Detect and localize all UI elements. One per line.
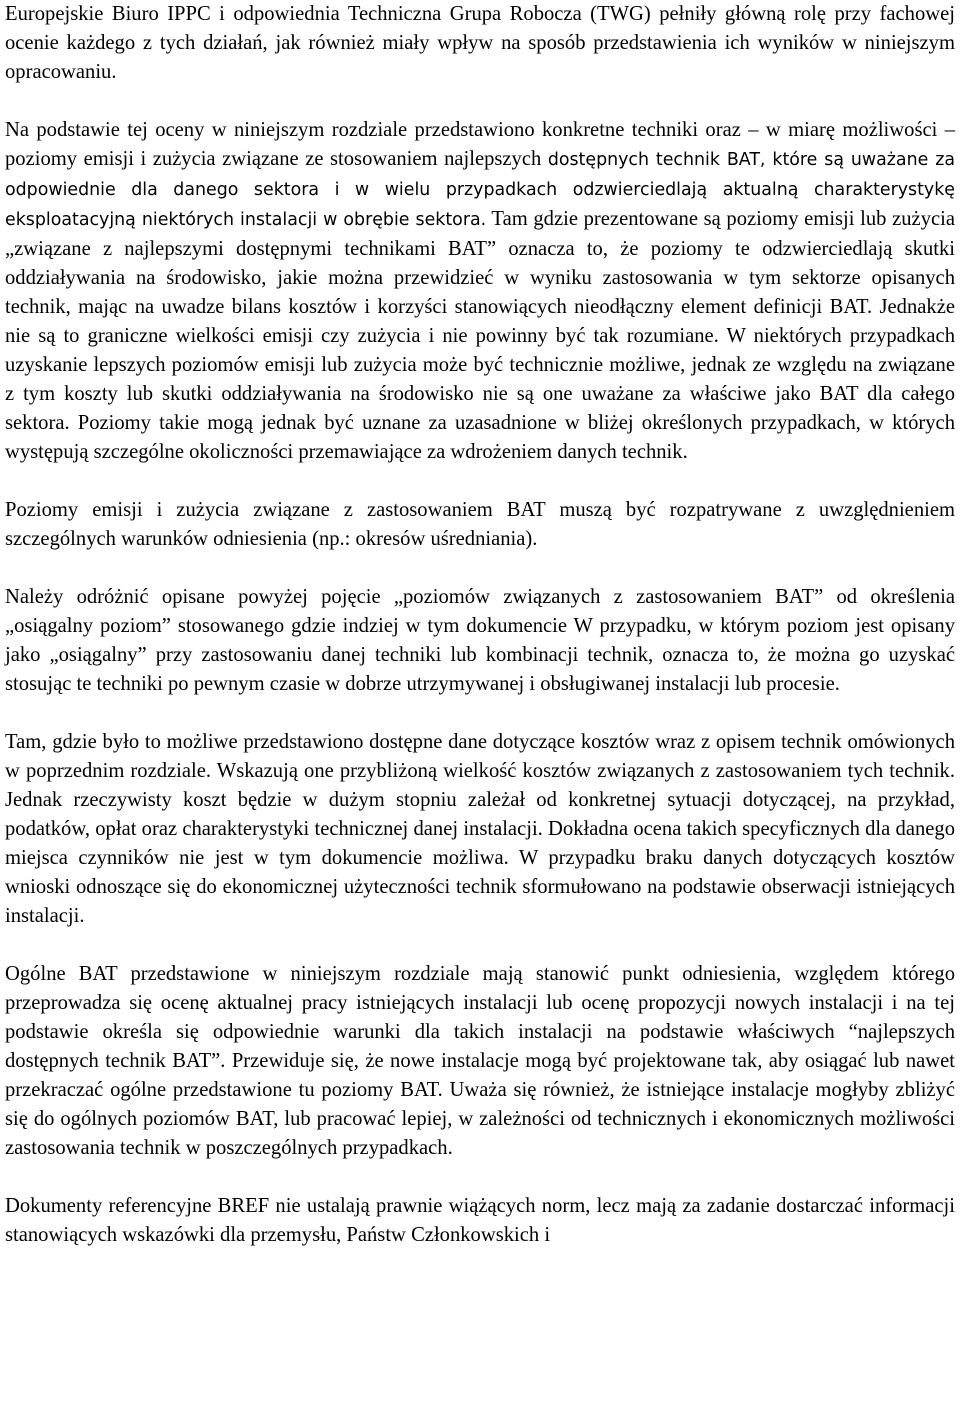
paragraph-text: Poziomy emisji i zużycia związane z zastosowaniem BAT muszą być rozpatrywane z uwzględnieniem szczególnych warunków odniesienia (np.: okresów uśredniania). [5, 499, 955, 550]
paragraph-text: Dokumenty referencyjne BREF nie ustalają prawnie wiążących norm, lecz mają za zadanie dostarczać informacji stanowiących wskazówki dla przemysłu, Państw Członkowskich i [5, 1195, 955, 1246]
paragraph-cost-data [5, 728, 955, 931]
paragraph-text: Należy odróżnić opisane powyżej pojęcie „poziomów związanych z zastosowaniem BAT” od określenia „osiągalny poziom” stosowanego gdzie indziej w tym dokumencie W przypadku, w którym poziom jest opisany jako „osiągalny” przy zastosowaniu danej techniki lub kombinacji technik, oznacza to, że można go uzyskać stosując te techniki po pewnym czasie w dobrze utrzymywanej i obsługiwanej instalacji lub procesie. [5, 586, 955, 695]
paragraph-text: Tam gdzie prezentowane są poziomy emisji lub zużycia „związane z najlepszymi dostępnymi technikami BAT” oznacza to, że poziomy te odzwierciedlają skutki oddziaływania na środowisko, jakie można przewidzieć w wyniku zastosowania w tym sektorze opisanych technik, mając na uwadze bilans kosztów i korzyści stanowiących nieodłączny element definicji BAT. Jednakże nie są to graniczne wielkości emisji czy zużycia i nie powinny być tak rozumiane. W niektórych przypadkach uzyskanie lepszych poziomów emisji lub zużycia może być technicznie możliwe, jednak ze względu na związane z tym koszty lub skutki oddziaływania na środowisko nie są one uważane za właściwe jako BAT dla całego sektora. Poziomy takie mogą jednak być uznane za uzasadnione w bliżej określonych przypadkach, w których występują szczególne okoliczności przemawiające za wdrożeniem danych technik. [5, 208, 955, 463]
document-page [5, 0, 955, 1250]
paragraph-bref-documents [5, 1192, 955, 1250]
paragraph-ippc-bureau [5, 0, 955, 87]
paragraph-text: Tam, gdzie było to możliwe przedstawiono dostępne dane dotyczące kosztów wraz z opisem technik omówionych w poprzednim rozdziale. Wskazują one przybliżoną wielkość kosztów związanych z zastosowaniem tych technik. Jednak rzeczywisty koszt będzie w dużym stopniu zależał od konkretnej sytuacji dotyczącej, na przykład, podatków, opłat oraz charakterystyki technicznej danej instalacji. Dokładna ocena takich specyficznych dla danego miejsca czynników nie jest w tym dokumencie możliwa. W przypadku braku danych dotyczących kosztów wnioski odnoszące się do ekonomicznej użyteczności technik sformułowano na podstawie obserwacji istniejących instalacji. [5, 731, 955, 927]
paragraph-text: Na podstawie tej oceny w niniejszym rozdziale przedstawiono konkretne techniki oraz – w miarę możliwości – poziomy emisji i zużycia związane ze stosowaniem najlepszych [5, 119, 955, 170]
paragraph-general-bat [5, 960, 955, 1163]
paragraph-text-sans: dostępnych technik BAT, które są uważane za odpowiednie dla danego sektora i w wielu przypadkach odzwierciedlają aktualną charakterystykę eksploatacyjną niektórych instalacji w obrębie sektora. [5, 150, 955, 230]
paragraph-text: Ogólne BAT przedstawione w niniejszym rozdziale mają stanowić punkt odniesienia, względem którego przeprowadza się ocenę aktualnej pracy istniejących instalacji lub ocenę propozycji nowych instalacji i na tej podstawie określa się odpowiednie warunki dla takich instalacji na podstawie właściwych “najlepszych dostępnych technik BAT”. Przewiduje się, że nowe instalacje mogą być projektowane tak, aby osiągać lub nawet przekraczać ogólne przedstawione tu poziomy BAT. Uważa się również, że istniejące instalacje mogłyby zbliżyć się do ogólnych poziomów BAT, lub pracować lepiej, w zależności od technicznych i ekonomicznych możliwości zastosowania technik w poszczególnych przypadkach. [5, 963, 955, 1159]
paragraph-bat-assessment [5, 116, 955, 467]
paragraph-achievable-level [5, 583, 955, 699]
paragraph-text: Europejskie Biuro IPPC i odpowiednia Techniczna Grupa Robocza (TWG) pełniły główną rolę przy fachowej ocenie każdego z tych działań, jak również miały wpływ na sposób przedstawienia ich wyników w niniejszym opracowaniu. [5, 3, 955, 83]
paragraph-reference-conditions [5, 496, 955, 554]
